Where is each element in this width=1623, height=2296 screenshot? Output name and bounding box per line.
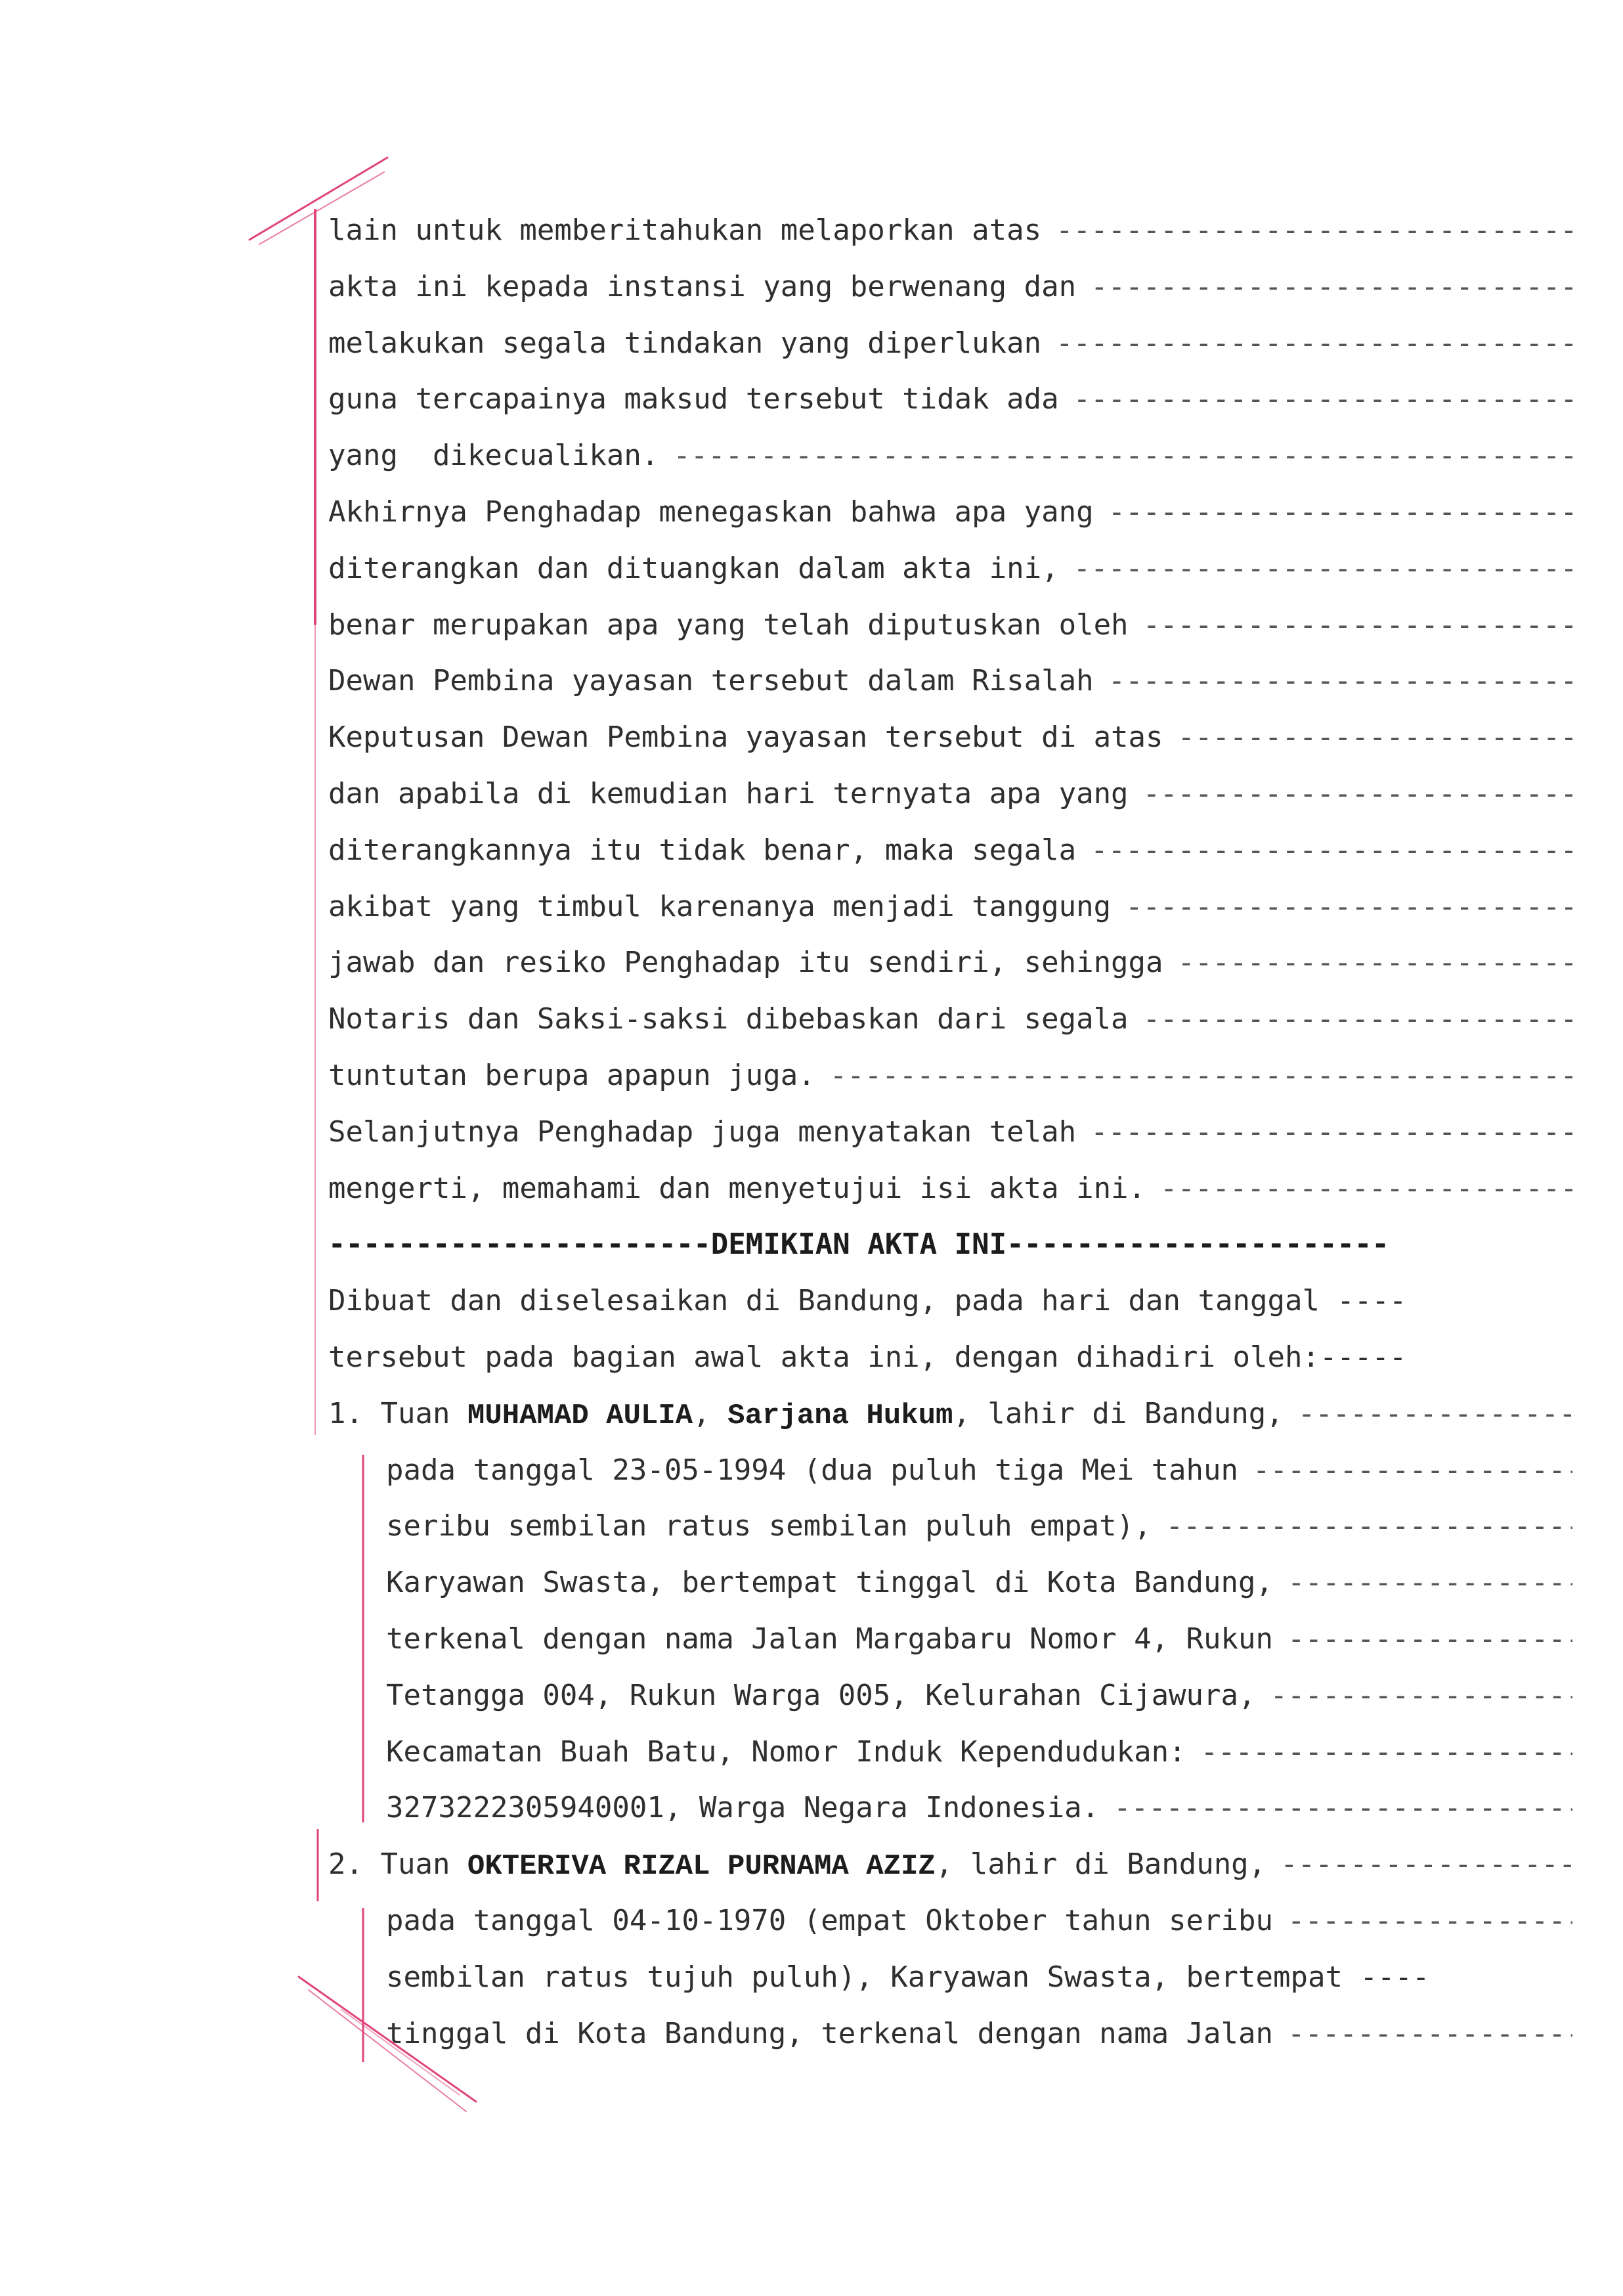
- filler-dashes: [1056, 315, 1572, 372]
- text-line: [386, 1498, 1572, 1555]
- line-text: [386, 1791, 1099, 1824]
- line-text: [386, 1904, 1273, 1937]
- text-line: [328, 879, 1572, 935]
- line-text: [328, 720, 1163, 754]
- filler-dashes: [1073, 371, 1572, 428]
- line-segment: melakukan segala tindakan yang diperlukan: [328, 326, 1042, 360]
- text-line: [328, 1273, 1572, 1329]
- filler-dashes: [1091, 822, 1572, 879]
- filler-dashes: [1288, 1555, 1572, 1611]
- line-text: [328, 777, 1129, 810]
- line-text: [328, 270, 1076, 303]
- filler-dashes: [1298, 1386, 1572, 1442]
- line-text: [386, 1735, 1186, 1769]
- bold-name-text: MUHAMAD AULIA: [467, 1399, 693, 1432]
- line-text: [328, 495, 1094, 529]
- filler-dashes: [1091, 259, 1572, 315]
- line-segment: tinggal di Kota Bandung, terkenal dengan nama Jalan: [386, 2016, 1274, 2050]
- line-text: [386, 1622, 1273, 1656]
- line-segment: akta ini kepada instansi yang berwenang dan: [328, 269, 1077, 303]
- text-line: [328, 822, 1572, 879]
- line-segment: ,: [693, 1396, 728, 1430]
- line-text: [328, 833, 1076, 867]
- line-text: [328, 890, 1111, 923]
- line-text: [328, 1284, 1406, 1317]
- filler-dashes: [1125, 879, 1572, 935]
- text-line: [328, 541, 1572, 597]
- filler-dashes: [1108, 484, 1572, 541]
- filler-dashes: [1270, 1667, 1572, 1724]
- line-text: [386, 1453, 1238, 1487]
- text-line: [328, 428, 1572, 484]
- line-text: [386, 1679, 1256, 1712]
- line-segment: lain untuk memberitahukan melaporkan atas: [328, 213, 1042, 247]
- text-line: [328, 653, 1572, 709]
- filler-dashes: [1114, 1780, 1572, 1836]
- text-line: [386, 1949, 1572, 2006]
- text-line: [328, 709, 1572, 766]
- line-text: [328, 608, 1129, 642]
- text-line: [328, 1160, 1572, 1217]
- bold-name-text: OKTERIVA RIZAL PURNAMA AZIZ: [467, 1850, 936, 1884]
- line-segment: Akhirnya Penghadap menegaskan bahwa apa yang: [328, 495, 1094, 529]
- filler-dashes: [1288, 2006, 1572, 2062]
- line-segment: Karyawan Swasta, bertempat tinggal di Kota Bandung,: [386, 1566, 1274, 1600]
- line-segment: seribu sembilan ratus sembilan puluh empat),: [386, 1509, 1152, 1543]
- line-text: [328, 1847, 1266, 1884]
- filler-dashes: [1160, 1160, 1572, 1217]
- line-segment: ----------------------DEMIKIAN AKTA INI----------------------: [328, 1227, 1389, 1262]
- line-text: [328, 1002, 1129, 1036]
- filler-dashes: [1178, 935, 1572, 991]
- line-text: [328, 946, 1163, 979]
- line-segment: dan apabila di kemudian hari ternyata apa yang: [328, 777, 1129, 810]
- line-text: [328, 213, 1041, 247]
- line-segment: Dibuat dan diselesaikan di Bandung, pada hari dan tanggal ----: [328, 1284, 1407, 1318]
- line-text: [328, 1115, 1076, 1149]
- line-text: [328, 1397, 1284, 1430]
- line-segment: , lahir di Bandung,: [953, 1396, 1284, 1430]
- text-line: [328, 1836, 1572, 1893]
- filler-dashes: [1073, 541, 1572, 597]
- line-text: [328, 1340, 1406, 1374]
- line-text: [386, 1566, 1273, 1599]
- line-text: [386, 2017, 1273, 2050]
- filler-dashes: [673, 428, 1572, 484]
- line-text: [386, 1960, 1429, 1994]
- line-segment: terkenal dengan nama Jalan Margabaru Nomor 4, Rukun: [386, 1622, 1274, 1656]
- line-segment: Tetangga 004, Rukun Warga 005, Kelurahan Cijawura,: [386, 1678, 1256, 1712]
- text-line: [386, 1893, 1572, 1949]
- line-segment: jawab dan resiko Penghadap itu sendiri, sehingga: [328, 946, 1163, 980]
- line-segment: akibat yang timbul karenanya menjadi tanggung: [328, 889, 1112, 923]
- text-line: [328, 259, 1572, 315]
- section-heading: [328, 1216, 1572, 1273]
- filler-dashes: [1143, 766, 1572, 822]
- filler-dashes: [1288, 1893, 1572, 1949]
- line-text: [328, 382, 1059, 416]
- text-line: [386, 1724, 1572, 1780]
- filler-dashes: [1288, 1611, 1572, 1667]
- filler-dashes: [1178, 709, 1572, 766]
- line-segment: guna tercapainya maksud tersebut tidak ada: [328, 382, 1059, 416]
- line-segment: Keputusan Dewan Pembina yayasan tersebut di atas: [328, 720, 1163, 755]
- line-text: [328, 1059, 815, 1092]
- text-line: [328, 1329, 1572, 1386]
- line-segment: Dewan Pembina yayasan tersebut dalam Risalah: [328, 664, 1094, 698]
- text-line: [328, 766, 1572, 822]
- filler-dashes: [1056, 202, 1572, 259]
- text-line: [328, 935, 1572, 991]
- text-line: [328, 315, 1572, 372]
- line-segment: 2. Tuan: [328, 1847, 467, 1882]
- line-segment: sembilan ratus tujuh puluh), Karyawan Swasta, bertempat ----: [386, 1960, 1430, 1994]
- text-line: [328, 597, 1572, 653]
- line-segment: pada tanggal 23-05-1994 (dua puluh tiga Mei tahun: [386, 1453, 1239, 1487]
- line-text: [328, 664, 1094, 697]
- line-segment: benar merupakan apa yang telah diputuskan oleh: [328, 607, 1129, 642]
- line-text: [328, 1227, 1389, 1261]
- filler-dashes: [1201, 1724, 1572, 1780]
- text-line: [386, 1611, 1572, 1667]
- line-text: [328, 326, 1041, 360]
- text-line: [386, 2006, 1572, 2062]
- text-line: [328, 991, 1572, 1048]
- line-text: [328, 1172, 1146, 1205]
- text-line: [386, 1442, 1572, 1499]
- filler-dashes: [1091, 1104, 1572, 1160]
- line-segment: Selanjutnya Penghadap juga menyatakan telah: [328, 1115, 1077, 1149]
- line-segment: 3273222305940001, Warga Negara Indonesia.: [386, 1791, 1100, 1825]
- text-line: [328, 1048, 1572, 1104]
- line-segment: tersebut pada bagian awal akta ini, dengan dihadiri oleh:-----: [328, 1340, 1407, 1374]
- text-line: [328, 1386, 1572, 1442]
- text-line: [328, 371, 1572, 428]
- line-segment: diterangkannya itu tidak benar, maka segala: [328, 833, 1077, 867]
- line-segment: 1. Tuan: [328, 1396, 467, 1430]
- line-segment: pada tanggal 04-10-1970 (empat Oktober tahun seribu: [386, 1904, 1274, 1937]
- text-line: [386, 1667, 1572, 1724]
- line-text: [328, 439, 659, 472]
- filler-dashes: [1166, 1498, 1572, 1555]
- line-segment: diterangkan dan dituangkan dalam akta ini,: [328, 551, 1059, 585]
- line-segment: Notaris dan Saksi-saksi dibebaskan dari segala: [328, 1002, 1129, 1036]
- text-line: [328, 1104, 1572, 1160]
- filler-dashes: [1280, 1836, 1572, 1893]
- text-line: [386, 1780, 1572, 1836]
- line-segment: Kecamatan Buah Batu, Nomor Induk Kependudukan:: [386, 1734, 1186, 1769]
- line-text: [386, 1509, 1152, 1543]
- line-segment: mengerti, memahami dan menyetujui isi akta ini.: [328, 1171, 1146, 1205]
- filler-dashes: [1108, 653, 1572, 709]
- line-text: [328, 552, 1059, 585]
- line-segment: yang dikecualikan.: [328, 439, 659, 473]
- filler-dashes: [1253, 1442, 1572, 1499]
- text-line: [386, 1555, 1572, 1611]
- line-segment: tuntutan berupa apapun juga.: [328, 1059, 815, 1092]
- bold-name-text: Sarjana Hukum: [727, 1399, 953, 1432]
- filler-dashes: [830, 1048, 1572, 1104]
- line-segment: , lahir di Bandung,: [935, 1847, 1266, 1882]
- filler-dashes: [1143, 991, 1572, 1048]
- text-line: [328, 202, 1572, 259]
- text-line: [328, 484, 1572, 541]
- filler-dashes: [1143, 597, 1572, 653]
